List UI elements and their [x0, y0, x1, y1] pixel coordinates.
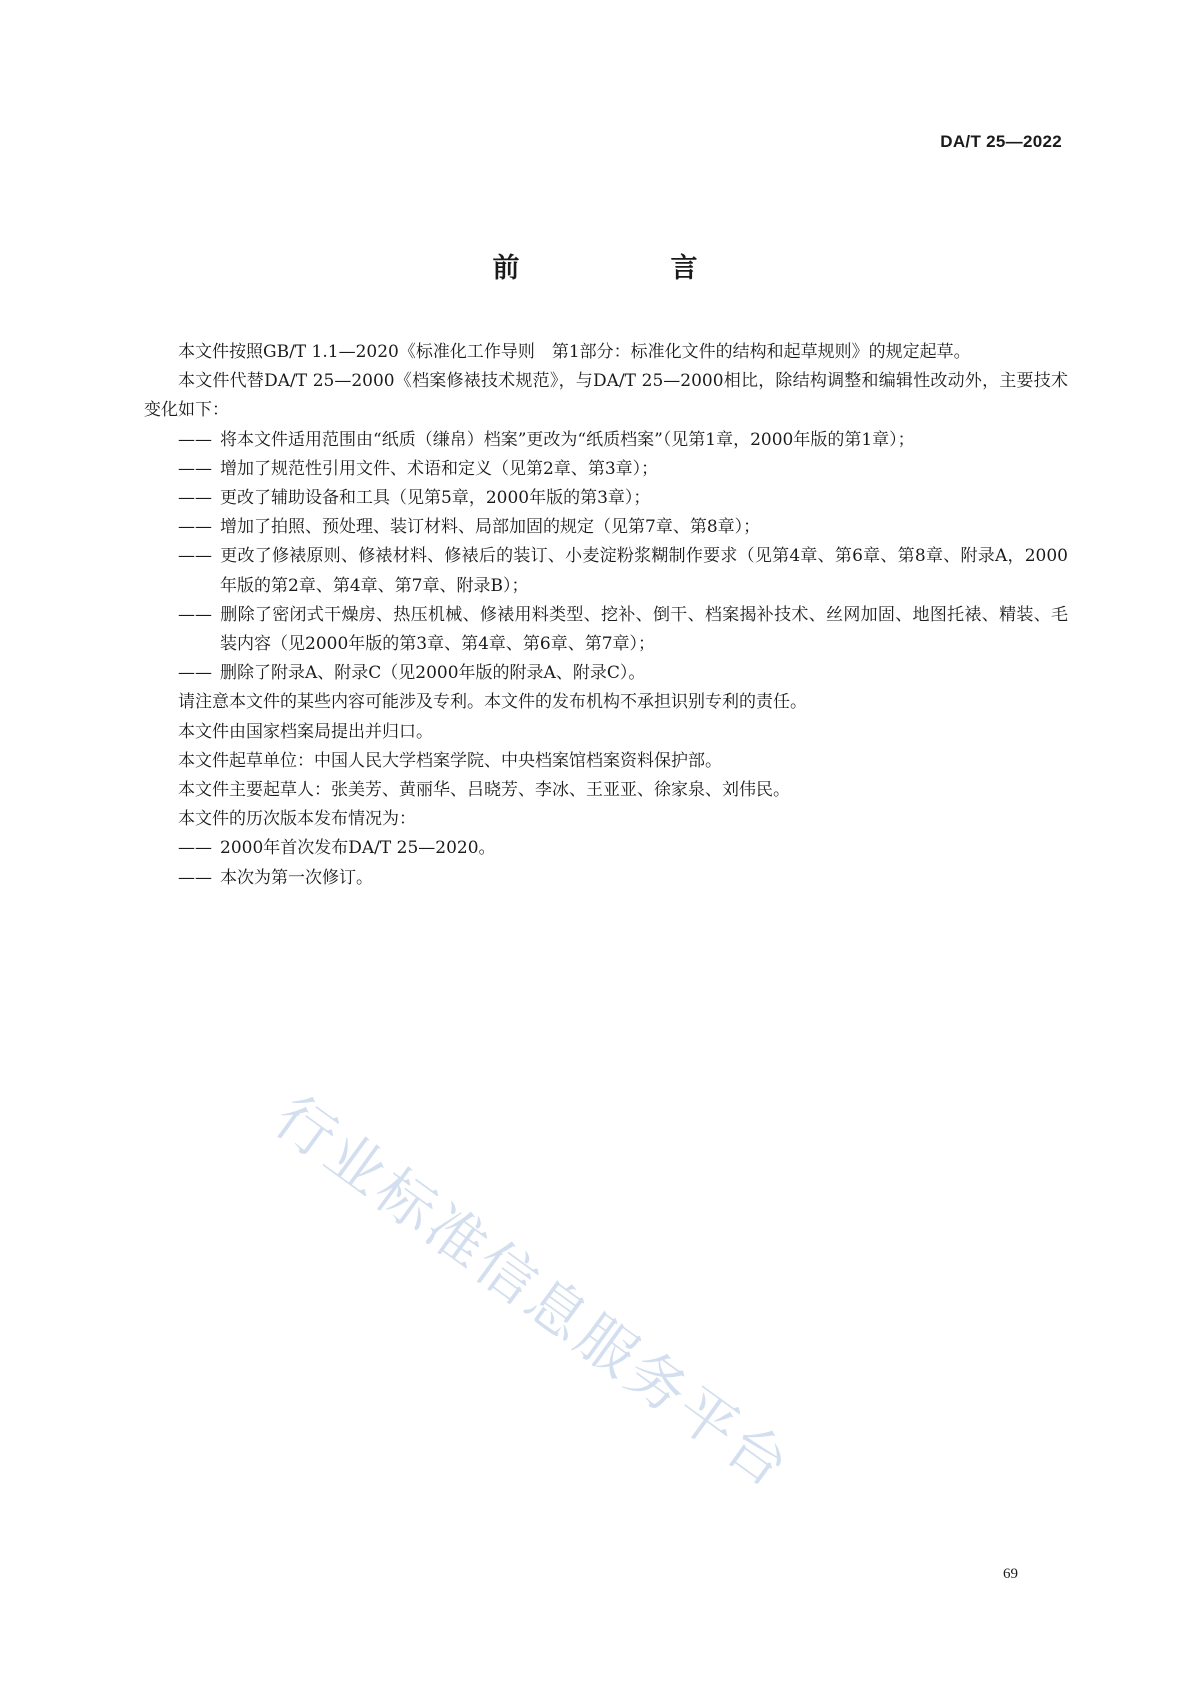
- dash-mark: ——: [178, 458, 212, 479]
- document-code: DA/T 25—2022: [940, 132, 1062, 151]
- paragraph: 本文件代替DA/T 25—2000《档案修裱技术规范》，与DA/T 25—2000相比，除结构调整和编辑性改动外，主要技术变化如下：: [144, 371, 1068, 421]
- page-title: 前 言: [492, 253, 760, 284]
- change-item-text: 更改了修裱原则、修裱材料、修裱后的装订、小麦淀粉浆糊制作要求（见第4章、第6章、第8章、附录A，2000年版的第2章、第4章、第7章、附录B）；: [220, 546, 1068, 596]
- page-number: 69: [1003, 1566, 1018, 1582]
- paragraph: 本文件按照GB/T 1.1—2020《标准化工作导则 第1部分：标准化文件的结构和起草规则》的规定起草。: [178, 342, 971, 362]
- change-item: [144, 513, 1068, 542]
- note-paragraph: 本文件由国家档案局提出并归口。: [178, 721, 433, 742]
- change-item-text: 删除了密闭式干燥房、热压机械、修裱用料类型、挖补、倒干、档案揭补技术、丝网加固、地图托裱、精装、毛装内容（见2000年版的第3章、第4章、第6章、第7章）；: [220, 604, 1068, 655]
- dash-mark: ——: [178, 663, 212, 684]
- note-paragraph: 本文件的历次版本发布情况为：: [178, 809, 416, 830]
- dash-mark: ——: [178, 604, 212, 625]
- change-item-text: 删除了附录A、附录C（见2000年版的附录A、附录C）。: [220, 663, 646, 684]
- dash-mark: ——: [178, 838, 212, 859]
- change-item-text: 将本文件适用范围由“纸质（缣帛）档案”更改为“纸质档案”（见第1章，2000年版的第1章）；: [220, 429, 915, 450]
- change-item: [144, 455, 1068, 484]
- watermark: 行业标准信息服务平台: [262, 1082, 804, 1502]
- history-item: [144, 864, 1068, 893]
- dash-mark: ——: [178, 517, 212, 538]
- dash-mark: ——: [178, 867, 212, 888]
- history-item: [144, 834, 1068, 863]
- dash-mark: ——: [178, 546, 212, 567]
- note-paragraph: 本文件起草单位：中国人民大学档案学院、中央档案馆档案资料保护部。: [178, 750, 722, 771]
- document-body: [144, 338, 1068, 893]
- note-paragraph: 请注意本文件的某些内容可能涉及专利。本文件的发布机构不承担识别专利的责任。: [178, 692, 807, 713]
- change-item: [144, 601, 1068, 659]
- change-item-text: 更改了辅助设备和工具（见第5章，2000年版的第3章）；: [220, 488, 651, 509]
- change-item: [144, 659, 1068, 688]
- change-item: [144, 426, 1068, 455]
- dash-mark: ——: [178, 488, 212, 509]
- change-item: [144, 484, 1068, 513]
- dash-mark: ——: [178, 429, 212, 450]
- change-item-text: 增加了拍照、预处理、装订材料、局部加固的规定（见第7章、第8章）；: [220, 517, 761, 538]
- change-item: [144, 542, 1068, 600]
- change-item-text: 增加了规范性引用文件、术语和定义（见第2章、第3章）；: [220, 458, 659, 479]
- history-item-text: 2000年首次发布DA/T 25—2020。: [220, 838, 496, 859]
- note-paragraph: 本文件主要起草人：张美芳、黄丽华、吕晓芳、李冰、王亚亚、徐家泉、刘伟民。: [178, 780, 790, 801]
- history-item-text: 本次为第一次修订。: [220, 867, 373, 888]
